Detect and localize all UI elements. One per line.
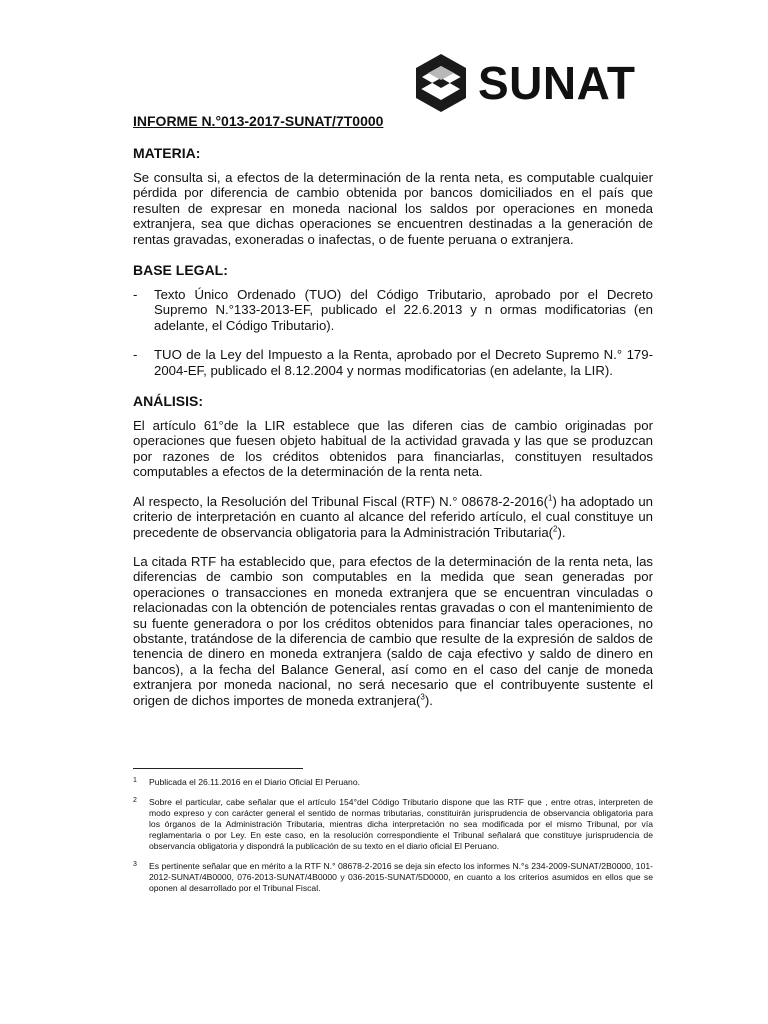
list-bullet: - xyxy=(133,287,138,303)
paragraph-text: Al respecto, la Resolución del Tribunal Fiscal (RTF) N.° 08678-2-2016( xyxy=(133,493,548,509)
base-legal-list xyxy=(133,287,653,378)
footnote-number: 1 xyxy=(133,777,137,784)
analisis-paragraph-1: El artículo 61°de la LIR establece que las diferen cias de cambio originadas por operaciones que fuesen objeto habitual de la actividad gravada y las que se produzcan por razones de los créditos obtenidos para financiarlas, constituyen resultados computables a efectos de la determinación de la renta neta. xyxy=(133,418,653,480)
footnote-ref-1: 1 xyxy=(548,493,553,503)
footnote-ref-3: 3 xyxy=(420,692,425,702)
list-item xyxy=(133,287,653,333)
footnote-text: Publicada el 26.11.2016 en el Diario Oficial El Peruano. xyxy=(149,777,360,787)
paragraph-text: ) ha adoptado un criterio de interpretación en cuanto al alcance del referido artículo, el cual constituye un precedente de observancia obligatoria para la Administración Tributaria( xyxy=(133,493,653,540)
footnote-ref-2: 2 xyxy=(553,524,558,534)
sunat-logo-text: SUNAT xyxy=(478,57,636,109)
base-legal-heading: BASE LEGAL: xyxy=(133,262,228,279)
footnote-number: 3 xyxy=(133,861,137,868)
footnote xyxy=(133,797,653,852)
footnote xyxy=(133,861,653,894)
footnote-divider xyxy=(133,768,303,769)
list-item xyxy=(133,347,653,378)
report-title: INFORME N.°013-2017-SUNAT/7T0000 xyxy=(133,113,384,129)
footnote-number: 2 xyxy=(133,797,137,804)
materia-text: Se consulta si, a efectos de la determinación de la renta neta, es computable cualquier pérdida por diferencia de cambio obtenida por bancos domiciliados en el país que resulten de expresar en moneda nacional los saldos por operaciones en moneda extranjera, sea que dichas operaciones se encuentren destinadas a la generación de rentas gravadas, exoneradas o inafectas, o de fuente peruana o extranjera. xyxy=(133,170,653,247)
footnotes xyxy=(133,777,653,903)
list-item-text: TUO de la Ley del Impuesto a la Renta, aprobado por el Decreto Supremo N.° 179-2004-EF, publicado el 8.12.2004 y normas modificatorias (en adelante, la LIR). xyxy=(154,347,653,378)
analisis-heading: ANÁLISIS: xyxy=(133,393,203,410)
analisis-paragraph-3 xyxy=(133,554,653,708)
footnote-text: Es pertinente señalar que en mérito a la RTF N.° 08678-2-2016 se deja sin efecto los informes N.°s 234-2009-SUNAT/2B0000, 101-2012-SUNAT/4B0000, 076-2013-SUNAT/4B0000 y 036-2015-SUNAT/5D0000, en cuanto a los criterios asumidos en ellos que se oponen al desarrollado por el Tribunal Fiscal. xyxy=(149,861,653,893)
analisis-paragraph-2 xyxy=(133,494,653,540)
report-body xyxy=(133,112,653,722)
paragraph-text: ). xyxy=(557,524,566,540)
paragraph-text: La citada RTF ha establecido que, para efectos de la determinación de la renta neta, las diferencias de cambio son computables en la medida que sean generadas por operaciones o transacciones en moneda extranjera que se encuentran vinculadas o relacionadas con la obtención de potenciales rentas gravadas o con el mantenimiento de su fuente generadora o por los créditos obtenidos para financiar tales operaciones, no obstante, tratándose de la diferencia de cambio que resulte de la expresión de saldos de tenencia de dinero en moneda extranjera (saldo de caja efectivo y saldo de dinero en bancos), a la fecha del Balance General, así como en el caso del canje de moneda extranjera por moneda nacional, no será necesario que el contribuyente sustente el origen de dichos importes de moneda extranjera( xyxy=(133,553,653,708)
list-bullet: - xyxy=(133,347,138,363)
materia-heading: MATERIA: xyxy=(133,145,201,161)
sunat-logo xyxy=(408,48,648,118)
footnote-text: Sobre el particular, cabe señalar que el artículo 154°del Código Tributario dispone que las RTF que , entre otras, interpreten de modo expreso y con carácter general el sentido de normas tributarias, constituirán jurisprudencia de observancia obligatoria para los órganos de la Administración Tributaria, mientras dicha interpretación no sea modificada por el mismo Tribunal, por vía reglamentaria o por Ley. En este caso, en la resolución correspondiente el Tribunal señalará que constituye jurisprudencia de observancia obligatoria y dispondrá la publicación de su texto en el diario oficial El Peruano. xyxy=(149,797,653,851)
list-item-text: Texto Único Ordenado (TUO) del Código Tributario, aprobado por el Decreto Supremo N.°133-2013-EF, publicado el 22.6.2013 y n ormas modificatorias (en adelante, el Código Tributario). xyxy=(154,287,653,333)
paragraph-text: ). xyxy=(424,692,433,708)
sunat-emblem-icon xyxy=(408,50,474,116)
footnote xyxy=(133,777,653,788)
